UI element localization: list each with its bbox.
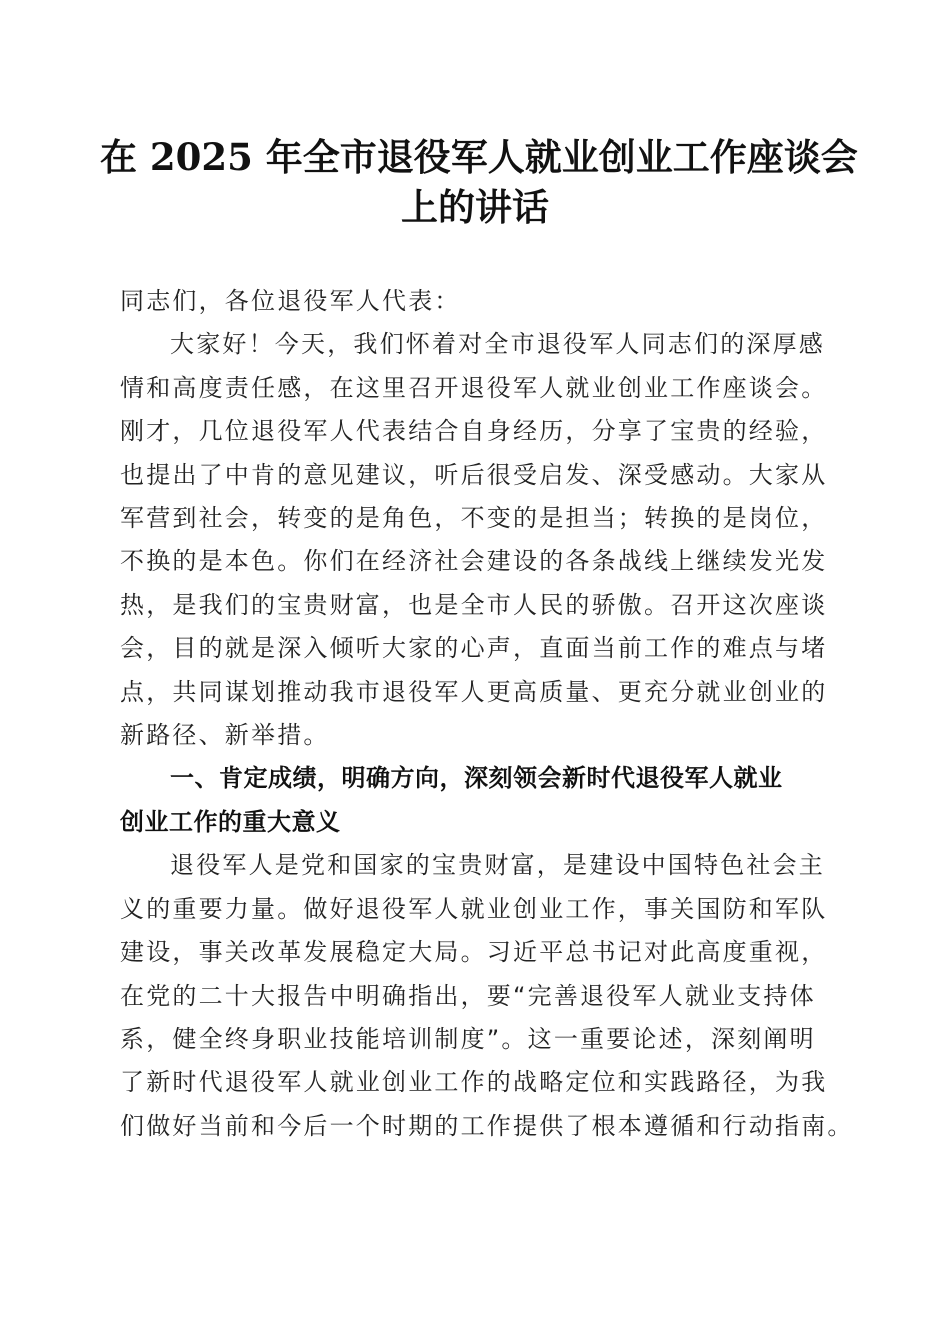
document-title [100, 132, 858, 232]
paragraph-line: 建设，事关改革发展稳定大局。习近平总书记对此高度重视， [120, 938, 828, 967]
title-line-2: 上的讲话 [401, 185, 549, 229]
paragraph-significance [120, 844, 854, 1148]
paragraph-line: 军营到社会，转变的是角色，不变的是担当；转换的是岗位， [120, 504, 828, 533]
paragraph-line: 情和高度责任感，在这里召开退役军人就业创业工作座谈会。 [120, 373, 828, 402]
paragraph-line: 刚才，几位退役军人代表结合自身经历，分享了宝贵的经验， [120, 417, 828, 446]
section-heading-line: 一、肯定成绩，明确方向，深刻领会新时代退役军人就业 [170, 764, 783, 793]
paragraph-line: 在党的二十大报告中明确指出，要“完善退役军人就业支持体 [120, 981, 816, 1010]
paragraph-line: 了新时代退役军人就业创业工作的战略定位和实践路径，为我 [120, 1068, 828, 1097]
paragraph-opening [120, 323, 840, 757]
paragraph-line: 会，目的就是深入倾听大家的心声，直面当前工作的难点与堵 [120, 634, 828, 663]
paragraph-line: 们做好当前和今后一个时期的工作提供了根本遵循和行动指南。 [120, 1111, 854, 1140]
paragraph-line: 系，健全终身职业技能培训制度”。这一重要论述，深刻阐明 [120, 1024, 816, 1053]
title-line-1: 在 2025 年全市退役军人就业创业工作座谈会 [100, 135, 858, 179]
paragraph-line: 新路径、新举措。 [120, 721, 330, 750]
section-heading [120, 757, 840, 844]
paragraph-line: 不换的是本色。你们在经济社会建设的各条战线上继续发光发 [120, 547, 828, 576]
section-heading-line: 创业工作的重大意义 [120, 807, 341, 836]
paragraph-line: 热，是我们的宝贵财富，也是全市人民的骄傲。召开这次座谈 [120, 590, 828, 619]
salutation: 同志们，各位退役军人代表： [120, 287, 461, 315]
document-body [120, 280, 854, 1148]
paragraph-line: 大家好！今天，我们怀着对全市退役军人同志们的深厚感 [170, 330, 825, 359]
paragraph-line: 退役军人是党和国家的宝贵财富，是建设中国特色社会主 [170, 851, 825, 880]
paragraph-line: 义的重要力量。做好退役军人就业创业工作，事关国防和军队 [120, 894, 828, 923]
paragraph-line: 点，共同谋划推动我市退役军人更高质量、更充分就业创业的 [120, 677, 828, 706]
paragraph-line: 也提出了中肯的意见建议，听后很受启发、深受感动。大家从 [120, 460, 828, 489]
